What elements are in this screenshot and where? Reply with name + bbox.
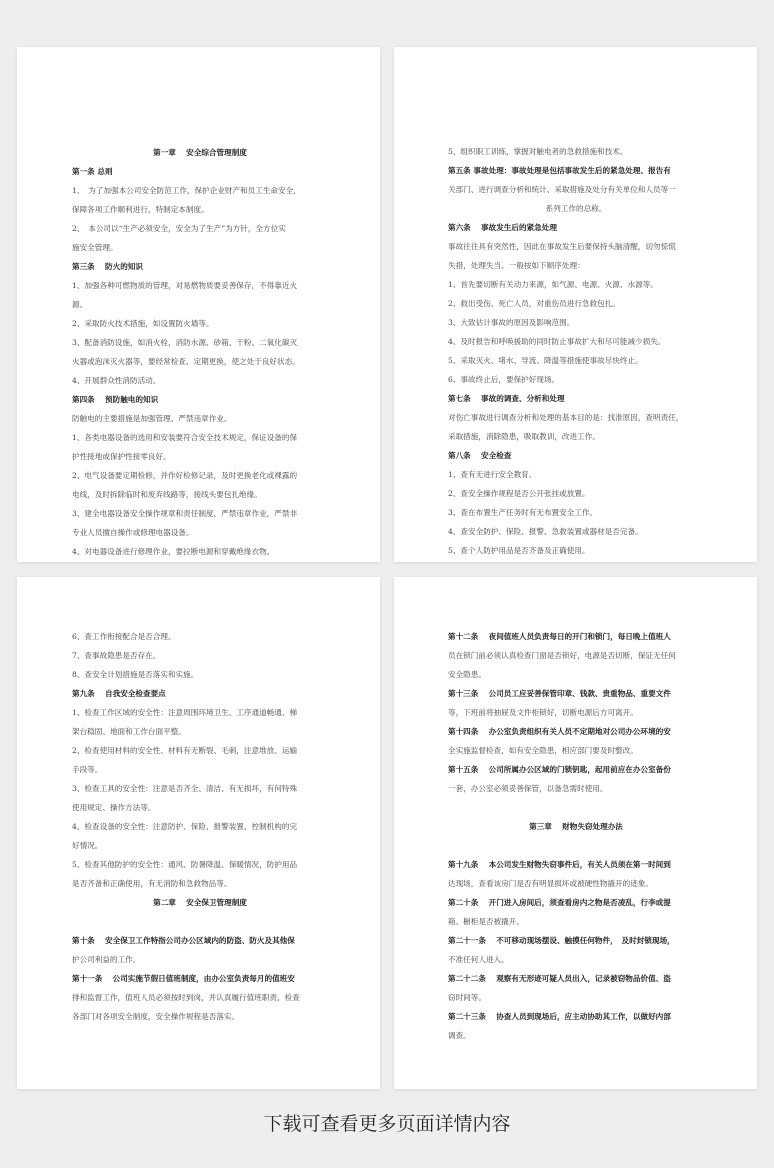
- text-line: 5、组织职工训练，掌握对触电者的急救措施和技术。: [448, 147, 628, 156]
- text-line: 保障各项工作顺利进行，特制定本制度。: [72, 205, 209, 214]
- text-line: 电线，及时拆除临时和废弃线路等，接线头要包扎绝缘。: [72, 490, 262, 499]
- text-line: 2、 本公司以“生产必须安全，安全为了生产”为方针，全方位实: [72, 224, 286, 233]
- text-line: 4、开展群众性消防活动。: [72, 376, 161, 385]
- text-line: 系列工作的总称。: [545, 204, 607, 213]
- text-line: 不准任何人进入。: [448, 955, 509, 964]
- text-line: 排和监督工作，值班人员必须按时到岗，并认真履行值班职责，检查: [72, 993, 300, 1002]
- article-line: 第二十条 开门进入房间后，须查看房内之物是否凌乱，行李或提: [448, 898, 671, 907]
- text-line: 3、配备消防设施，如消火栓，消防水源、砂箱、干粉、二氧化碳灭: [72, 338, 298, 347]
- article-line: 第三条 防火的知识: [72, 262, 143, 271]
- text-line: 8、查安全计划措施是否落实和实施。: [72, 670, 199, 679]
- document-page-4: [394, 577, 757, 1089]
- chapter-heading: 第一章 安全综合管理制度: [153, 148, 247, 157]
- text-line: 窃时间等。: [448, 993, 486, 1002]
- page-3-text: [72, 627, 328, 1026]
- download-more-caption[interactable]: 下载可查看更多页面详情内容: [263, 1113, 511, 1135]
- text-line: 源。: [72, 300, 88, 309]
- text-line: 事故往往具有突然性，因此在事故发生后要保持头脑清醒，切勿惊慌: [448, 242, 676, 251]
- text-line: 2、采取防火技术措施，如设置防火墙等。: [72, 319, 214, 328]
- text-line: 使用规定、操作方法等。: [72, 803, 156, 812]
- text-line: 5、采取灭火、堵水、导流、降温等措施使事故尽快终止。: [448, 356, 643, 365]
- text-line: 3、查在布置生产任务时有无布置安全工作。: [448, 508, 598, 517]
- text-line: 2、救出受伤、死亡人员，对重伤员进行急救包扎。: [448, 299, 620, 308]
- article-line: 第十九条 本公司发生财物失窃事件后，有关人员须在第一时间到: [448, 860, 671, 869]
- text-line: 1、 为了加强本公司安全防范工作，保护企业财产和员工生命安全，: [72, 186, 301, 195]
- text-line: 护公司利益的工作。: [72, 955, 141, 964]
- text-line: 5、检查其他防护的安全性：通风、防暑降温、保暖情况，防护用品: [72, 860, 298, 869]
- article-line: 第四条 预防触电的知识: [72, 395, 159, 404]
- article-line: 第十五条 公司所属办公区域的门锁钥匙，起用前应在办公室备份: [448, 765, 671, 774]
- article-line: 第十一条 公司实施节假日值班制度，由办公室负责每月的值班安: [72, 974, 295, 983]
- blank-line: [448, 836, 704, 855]
- page-2-text: [448, 142, 704, 560]
- text-line: 手段等。: [72, 765, 103, 774]
- text-line: 关部门、进行调查分析和统计、采取措施及处分有关单位和人员等一: [448, 185, 676, 194]
- document-page-2: [394, 47, 757, 562]
- article-line: 第一条 总则: [72, 167, 113, 176]
- text-line: 4、对电器设备进行修理作业，要拉断电源和穿戴绝缘衣物。: [72, 547, 275, 556]
- text-line: 是否齐备和正确使用，有无消防和急救物品等。: [72, 879, 232, 888]
- text-line: 架台稳固、地面和工作台面平整。: [72, 727, 186, 736]
- text-line: 1、加强各种可燃物质的管理，对易燃物质要妥善保存，不得靠近火: [72, 281, 298, 290]
- text-line: 施安全管理。: [72, 243, 118, 252]
- text-line: 好情况。: [72, 841, 103, 850]
- text-line: 1、首先要切断有关动力来源，如气源、电源、火源、水源等。: [448, 280, 658, 289]
- text-line: 护性接地或保护性接零良好。: [72, 452, 171, 461]
- text-line: 1、检查工作区域的安全性：注意周围环境卫生、工序通道畅通、梯: [72, 708, 298, 717]
- article-line: 第二十三条 协查人员到现场后，应主动协助其工作，以做好内部: [448, 1012, 671, 1021]
- page-1-text: [72, 143, 328, 561]
- text-line: 2、检查使用材料的安全性、材料有无断裂、毛刺，注意堆放、运输: [72, 746, 298, 755]
- text-line: 达现场，查看该房门是否有明显损坏或被硬性物撬开的迹象。: [448, 879, 654, 888]
- text-line: 箱、橱柜是否被撬开。: [448, 917, 524, 926]
- text-line: 5、查个人防护用品是否齐备及正确使用。: [448, 546, 590, 555]
- text-line: 专业人员擅自操作或修理电器设备。: [72, 528, 194, 537]
- text-line: 员在锁门前必须认真检查门窗是否锁好，电源是否切断，保证无任何: [448, 651, 676, 660]
- article-line: 第十二条 夜间值班人员负责每日的开门和锁门，每日晚上值班人: [448, 632, 671, 641]
- chapter-heading: 第三章 财物失窃处理办法: [529, 822, 623, 831]
- article-line: 第十条 安全保卫工作特指公司办公区域内的防盗、防火及其他保: [72, 936, 295, 945]
- text-line: 7、查事故隐患是否存在。: [72, 651, 161, 660]
- text-line: 全实施监督检查，如有安全隐患，相应部门要及时整改。: [448, 746, 638, 755]
- article-line: 第十四条 办公室负责组织有关人员不定期地对公司办公环境的安: [448, 727, 671, 736]
- article-line: 第十三条 公司员工应妥善保管印章、钱款、贵重物品、重要文件: [448, 689, 671, 698]
- text-line: 火器或泡沫灭火器等，要经常检查、定期更换，使之处于良好状态。: [72, 357, 300, 366]
- text-line: 3、大致估计事故的原因及影响范围。: [448, 318, 575, 327]
- blank-line: [72, 912, 328, 931]
- text-line: 3、检查工具的安全性：注意是否齐全、清洁、有无损坏，有何特殊: [72, 784, 298, 793]
- text-line: 等，下班前将抽屉及文件柜锁好，切断电源后方可离开。: [448, 708, 638, 717]
- blank-line: [448, 798, 704, 817]
- text-line: 防触电的主要措施是加强管理、严禁违章作业。: [72, 414, 232, 423]
- page-4-text: [448, 627, 704, 1045]
- article-line: 第九条 自我安全检查要点: [72, 689, 166, 698]
- text-line: 采取措施，消除隐患，吸取教训，改进工作。: [448, 432, 600, 441]
- text-line: 6、查工作衔接配合是否合理。: [72, 632, 176, 641]
- text-line: 2、查安全操作规程是否公开张挂或放置。: [448, 489, 590, 498]
- document-page-3: [17, 577, 380, 1089]
- article-line: 第七条 事故的调查、分析和处理: [448, 394, 565, 403]
- text-line: 3、建全电器设备安全操作规章和责任制度，严禁违章作业，严禁非: [72, 509, 298, 518]
- text-line: 1、各类电器设备的选用和安装要符合安全技术规定，保证设备的保: [72, 433, 298, 442]
- article-line: 第八条 安全检查: [448, 451, 512, 460]
- text-line: 失措，处理失当。一般按如下顺序处理：: [448, 261, 585, 270]
- document-page-1: [17, 47, 380, 562]
- text-line: 2、电气设备要定期检修，并作好检修记录，及时更换老化或裸露的: [72, 471, 298, 480]
- article-line: 第六条 事故发生后的紧急处理: [448, 223, 557, 232]
- text-line: 一套，办公室必须妥善保管，以备急需时使用。: [448, 784, 608, 793]
- text-line: 调查。: [448, 1031, 471, 1040]
- text-line: 对伤亡事故进行调查分析和处理的基本目的是：找准原因，查明责任，: [448, 413, 684, 422]
- article-line: 第五条 事故处理：事故处理是包括事故发生后的紧急处理、报告有: [448, 166, 671, 175]
- text-line: 1、查有无进行安全教育。: [448, 470, 537, 479]
- article-line: 第二十一条 不可移动现场摆设、触摸任何物件， 及时封锁现场，: [448, 936, 675, 945]
- text-line: 4、查安全防护、保险、报警、急救装置或器材是否完备。: [448, 527, 643, 536]
- text-line: 4、及时报告和呼唤援助的同时防止事故扩大和尽可能减少损失。: [448, 337, 666, 346]
- text-line: 安全隐患。: [448, 670, 486, 679]
- text-line: 4、检查设备的安全性：注意防护、保险、报警装置、控制机构的完: [72, 822, 298, 831]
- text-line: 6、事故终止后，要保护好现场。: [448, 375, 560, 384]
- chapter-heading: 第二章 安全保卫管理制度: [153, 898, 247, 907]
- text-line: 各部门对各项安全制度，安全操作规程是否落实。: [72, 1012, 240, 1021]
- article-line: 第二十二条 观察有无形迹可疑人员出入，记录被窃物品价值、盗: [448, 974, 671, 983]
